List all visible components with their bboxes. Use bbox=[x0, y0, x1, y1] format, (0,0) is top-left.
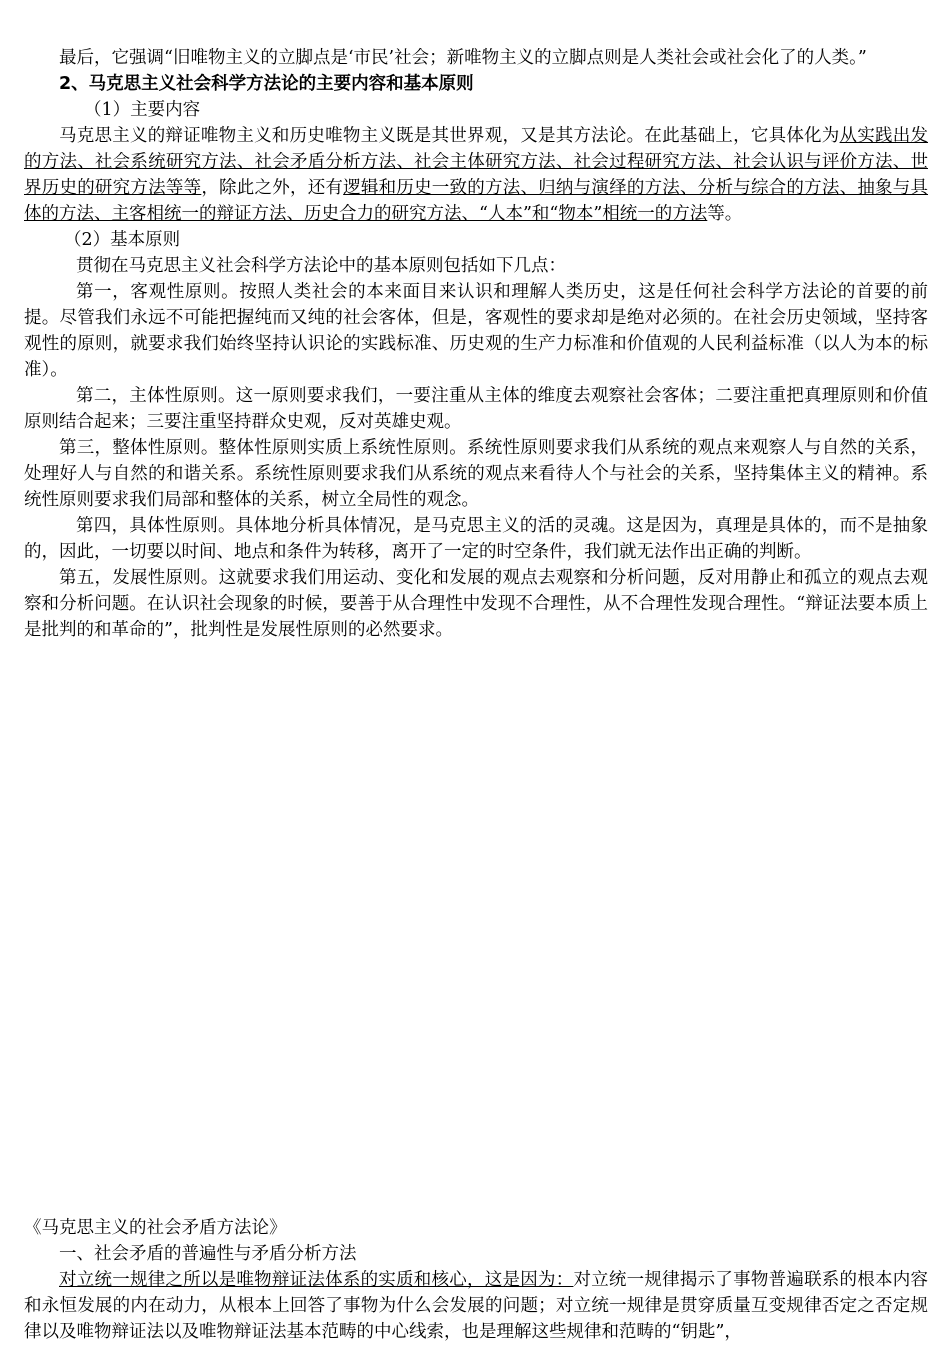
paragraph-subjectivity-principle: 第二，主体性原则。这一原则要求我们，一要注重从主体的维度去观察社会客体；二要注重把真理原则和价值原则结合起来；三要注重坚持群众史观，反对英雄史观。 bbox=[24, 386, 928, 432]
paragraph-intro: 最后，它强调“旧唯物主义的立脚点是‘市民’社会；新唯物主义的立脚点则是人类社会或社会化了的人类。” bbox=[59, 48, 867, 68]
main-content-text-a: 马克思主义的辩证唯物主义和历史唯物主义既是其世界观，又是其方法论。在此基础上，它具体化为 bbox=[59, 126, 840, 146]
book-title: 《马克思主义的社会矛盾方法论》 bbox=[24, 1218, 287, 1238]
document-body-bottom bbox=[24, 1215, 928, 1345]
paragraph-objectivity-principle: 第一，客观性原则。按照人类社会的本来面目来认识和理解人类历史，这是任何社会科学方法论的首要的前提。尽管我们永远不可能把握纯而又纯的社会客体，但是，客观性的要求却是绝对必须的。在社会历史领域，坚持客观性的原则，就要求我们始终坚持认识论的实践标准、历史观的生产力标准和价值观的人民利益标准（以人为本的标准）。 bbox=[24, 282, 928, 380]
section-heading: 2、马克思主义社会科学方法论的主要内容和基本原则 bbox=[59, 74, 474, 94]
paragraph-integrity-principle: 第三，整体性原则。整体性原则实质上系统性原则。系统性原则要求我们从系统的观点来观察人与自然的关系，处理好人与自然的和谐关系。系统性原则要求我们从系统的观点来看待人个与社会的关系，坚持集体主义的精神。系统性原则要求我们局部和整体的关系，树立全局性的观念。 bbox=[24, 438, 928, 510]
main-content-text-b: ，除此之外，还有 bbox=[201, 178, 344, 198]
paragraph-contradiction-law bbox=[24, 1267, 928, 1345]
section-one-heading: 一、社会矛盾的普遍性与矛盾分析方法 bbox=[59, 1244, 357, 1264]
main-content-text-c: 等。 bbox=[707, 204, 743, 224]
main-content-underlined-methods-2: 逻辑和历史一致的方法、归纳与演绎的方法、分析与综合的方法、抽象与具体的方法、主客相统一的辩证方法、历史合力的研究方法、“人本”和“物本”相统一的方法 bbox=[24, 178, 929, 224]
paragraph-development-principle: 第五，发展性原则。这就要求我们用运动、变化和发展的观点去观察和分析问题，反对用静止和孤立的观点去观察和分析问题。在认识社会现象的时候，要善于从合理性中发现不合理性，从不合理性发现合理性。“辩证法要本质上是批判的和革命的”，批判性是发展性原则的必然要求。 bbox=[24, 568, 928, 640]
contradiction-law-underlined: 对立统一规律之所以是唯物辩证法体系的实质和核心，这是因为： bbox=[59, 1270, 574, 1290]
paragraph-principles-intro: 贯彻在马克思主义社会科学方法论中的基本原则包括如下几点： bbox=[76, 256, 566, 276]
main-content-underlined-methods-1: 从实践出发的方法、社会系统研究方法、社会矛盾分析方法、社会主体研究方法、社会过程研究方法、社会认识与评价方法、世界历史的研究方法等等 bbox=[24, 126, 929, 198]
subsection-principles-title: （2）基本原则 bbox=[64, 230, 181, 250]
paragraph-main-content bbox=[24, 123, 928, 227]
document-body-top bbox=[24, 45, 928, 643]
paragraph-concreteness-principle: 第四，具体性原则。具体地分析具体情况，是马克思主义的活的灵魂。这是因为，真理是具体的，而不是抽象的，因此，一切要以时间、地点和条件为转移，离开了一定的时空条件，我们就无法作出正确的判断。 bbox=[24, 516, 928, 562]
contradiction-law-text: 对立统一规律揭示了事物普遍联系的根本内容和永恒发展的内在动力，从根本上回答了事物为什么会发展的问题；对立统一规律是贯穿质量互变规律否定之否定规律以及唯物辩证法以及唯物辩证法基本范畴的中心线索，也是理解这些规律和范畴的“钥匙”， bbox=[24, 1270, 929, 1342]
subsection-main-content-title: （1）主要内容 bbox=[84, 100, 201, 120]
